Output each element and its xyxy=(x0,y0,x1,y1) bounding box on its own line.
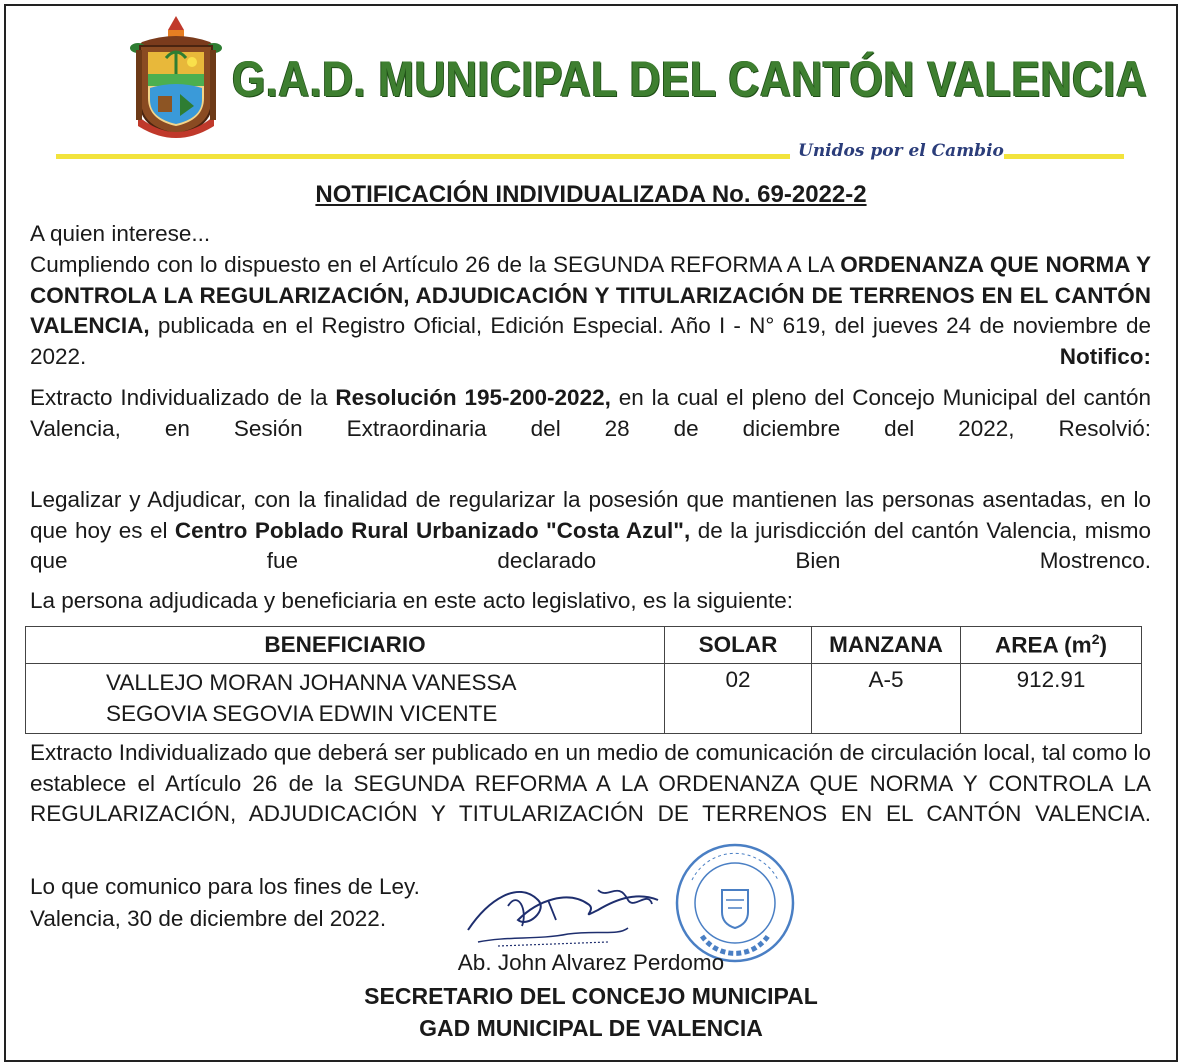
letterhead xyxy=(0,0,1182,170)
beneficiary-name-1: VALLEJO MORAN JOHANNA VANESSA xyxy=(106,670,517,695)
header-area xyxy=(961,627,1142,664)
beneficiary-name-2: SEGOVIA SEGOVIA EDWIN VICENTE xyxy=(106,701,498,726)
notifico-label: Notifico: xyxy=(1059,343,1151,369)
ordinance-intro: Cumpliendo con lo dispuesto en el Artículo 26 de la SEGUNDA REFORMA A LA xyxy=(30,252,841,277)
area-value: 912.91 xyxy=(961,664,1142,734)
resolution-detail: en la cual el pleno del Concejo Municipal del cantón Valencia, en Sesión Extraordinaria del 28 de diciembre del 2022, Resolvió: xyxy=(30,385,1152,441)
motto: Unidos por el Cambio xyxy=(798,141,1004,161)
signatory-organization: GAD MUNICIPAL DE VALENCIA xyxy=(419,1015,763,1041)
secretaria-stamp-icon xyxy=(672,840,798,966)
table-header-row xyxy=(26,627,1142,664)
ordinance-name: ORDENANZA QUE NORMA Y CONTROLA LA REGULARIZACIÓN, ADJUDICACIÓN Y TITULARIZACIÓN DE TERRENOS EN EL CANTÓN VALENCIA, xyxy=(30,252,1151,339)
organization-title: G.A.D. MUNICIPAL DEL CANTÓN VALENCIA xyxy=(232,51,1148,107)
resolution-intro: Extracto Individualizado de la xyxy=(30,385,336,410)
beneficiary-names xyxy=(26,664,665,734)
beneficiary-intro: La persona adjudicada y beneficiaria en este acto legislativo, es la siguiente: xyxy=(30,588,793,613)
header-manzana: MANZANA xyxy=(812,627,961,664)
legalize-intro: Legalizar y Adjudicar, con la finalidad de regularizar la posesión que mantienen las personas asentadas, en lo que hoy es el xyxy=(30,487,1151,543)
closing-date: Valencia, 30 de diciembre del 2022. xyxy=(30,906,387,931)
ordinance-publication: publicada en el Registro Oficial, Edición Especial. Año I - N° 619, del jueves 24 de noviembre de 2022. xyxy=(30,313,1151,369)
signatory-name: Ab. John Alvarez Perdomo xyxy=(457,950,725,975)
legalize-detail: de la jurisdicción del cantón Valencia, mismo que fue declarado Bien Mostrenco. xyxy=(30,517,1151,574)
signatory-role: SECRETARIO DEL CONCEJO MUNICIPAL xyxy=(364,983,818,1009)
header-area-superscript: 2 xyxy=(1091,631,1100,648)
solar-value: 02 xyxy=(665,664,812,734)
table-row xyxy=(26,664,1142,734)
header-area-close: ) xyxy=(1099,632,1107,658)
header-solar: SOLAR xyxy=(665,627,812,664)
header-beneficiario: BENEFICIARIO xyxy=(26,627,665,664)
greeting: A quien interese... xyxy=(30,221,211,246)
closing-line-1: Lo que comunico para los fines de Ley. xyxy=(30,874,420,899)
settlement-name: Centro Poblado Rural Urbanizado "Costa Azul", xyxy=(174,517,691,543)
paragraph-ordinance xyxy=(30,250,1151,372)
paragraph-legalize xyxy=(30,485,1151,577)
notice-title: NOTIFICACIÓN INDIVIDUALIZADA No. 69-2022-2 xyxy=(315,181,867,208)
paragraph-publication: Extracto Individualizado que deberá ser publicado en un medio de comunicación de circulación local, tal como lo establece el Artículo 26 de la SEGUNDA REFORMA A LA ORDENANZA QUE NORMA Y CONTROLA LA REGULARIZACIÓN, ADJUDICACIÓN Y TITULARIZACIÓN DE TERRENOS EN EL CANTÓN VALENCIA. xyxy=(30,740,1151,827)
beneficiary-table xyxy=(25,626,1142,734)
handwritten-signature-icon xyxy=(448,870,688,960)
municipal-crest-icon xyxy=(128,16,224,146)
manzana-value: A-5 xyxy=(812,664,961,734)
yellow-divider-right xyxy=(1004,154,1124,159)
resolution-number: Resolución 195-200-2022, xyxy=(335,385,611,410)
paragraph-resolution xyxy=(30,383,1151,444)
header-area-label: AREA (m xyxy=(995,632,1092,658)
yellow-divider-left xyxy=(56,154,790,159)
